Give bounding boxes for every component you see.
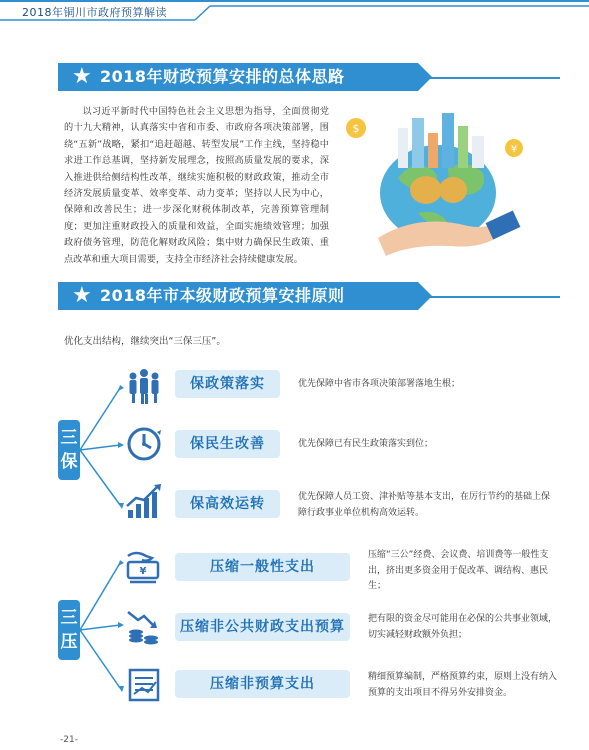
growth-chart-icon — [124, 482, 164, 522]
item-description: 优先保障已有民生政策落实到位； — [298, 439, 434, 449]
page-number: -21- — [60, 735, 78, 745]
group-label-char: 保 — [60, 452, 78, 472]
pill-cut-off-budget-spending: 压缩非预算支出 — [175, 670, 350, 698]
star-icon: ★ — [72, 64, 92, 89]
svg-text:¥: ¥ — [510, 144, 518, 155]
budget-sheet-icon — [124, 664, 164, 704]
group-label-three-guarantees — [58, 420, 80, 480]
section-banner-budget-principles — [0, 279, 589, 315]
clock-icon — [124, 424, 164, 464]
money-hand-icon — [124, 548, 164, 588]
svg-text:$: $ — [352, 122, 360, 135]
section-title: 2018年市本级财政预算安排原则 — [100, 286, 345, 305]
item-description: 把有限的资金尽可能用在必保的公共事业领域，切实减轻财政额外负担； — [368, 614, 558, 640]
intro-paragraph: 以习近平新时代中国特色社会主义思想为指导，全面贯彻党的十九大精神，认真落实中省和市委、市政府各项决策部署，围绕“五新”战略，紧扣“追赶超越、转型发展”工作主线，坚持稳中求进工作总基调，坚持新发展理念，按照高质量发展的要求，深入推进供给侧结构性改革，继续实施积极的财政政策，推动全市经济发展质量变革、效率变革、动力变革；坚持以人民为中心，保障和改善民生；进一步深化财税体制改革，完善预算管理制度；更加注重财政投入的质量和效益，全面实施绩效管理；加强政府债务管理，防范化解财政风险；集中财力确保民生政策、重点改革和重大项目需要，支持全市经济社会持续健康发展。 — [64, 106, 329, 265]
group-label-char: 三 — [60, 428, 78, 448]
group-label-char: 压 — [60, 632, 78, 652]
principles-subtitle: 优化支出结构，继续突出“三保三压”。 — [64, 336, 226, 347]
pill-cut-non-public-finance: 压缩非公共财政支出预算 — [175, 613, 350, 641]
pill-livelihood-improvement: 保民生改善 — [175, 430, 280, 458]
page-header — [0, 0, 589, 22]
svg-text:¥: ¥ — [139, 566, 147, 577]
people-group-icon — [124, 366, 164, 406]
group-label-char: 三 — [60, 608, 78, 628]
item-description: 优先保障人员工资、津补贴等基本支出，在厉行节约的基础上保障行政事业单位机构高效运转。 — [298, 492, 551, 518]
pill-policy-implementation: 保政策落实 — [175, 370, 280, 398]
star-icon: ★ — [72, 283, 92, 308]
group-connector — [80, 560, 128, 700]
item-description: 优先保障中省市各项决策部署落地生根； — [298, 379, 461, 389]
declining-coins-icon — [124, 606, 164, 646]
section-banner-overall-approach — [0, 60, 589, 96]
page-header-title: 2018年铜川市政府预算解读 — [22, 6, 167, 19]
item-description: 精细预算编制，严格预算约束，原则上没有纳入预算的支出项目不得另外安排资金。 — [368, 672, 558, 698]
group-label-three-cuts — [58, 600, 80, 660]
pill-cut-general-spending: 压缩一般性支出 — [175, 553, 350, 581]
pill-efficient-operation: 保高效运转 — [175, 490, 280, 518]
finance-globe-illustration — [338, 98, 538, 258]
banner-line — [430, 77, 560, 79]
banner-line — [430, 296, 560, 298]
group-connector — [80, 385, 128, 515]
section-title: 2018年财政预算安排的总体思路 — [100, 67, 345, 86]
item-description: 压缩“三公”经费、会议费、培训费等一般性支出，挤出更多资金用于促改革、调结构、惠民生； — [368, 550, 549, 591]
